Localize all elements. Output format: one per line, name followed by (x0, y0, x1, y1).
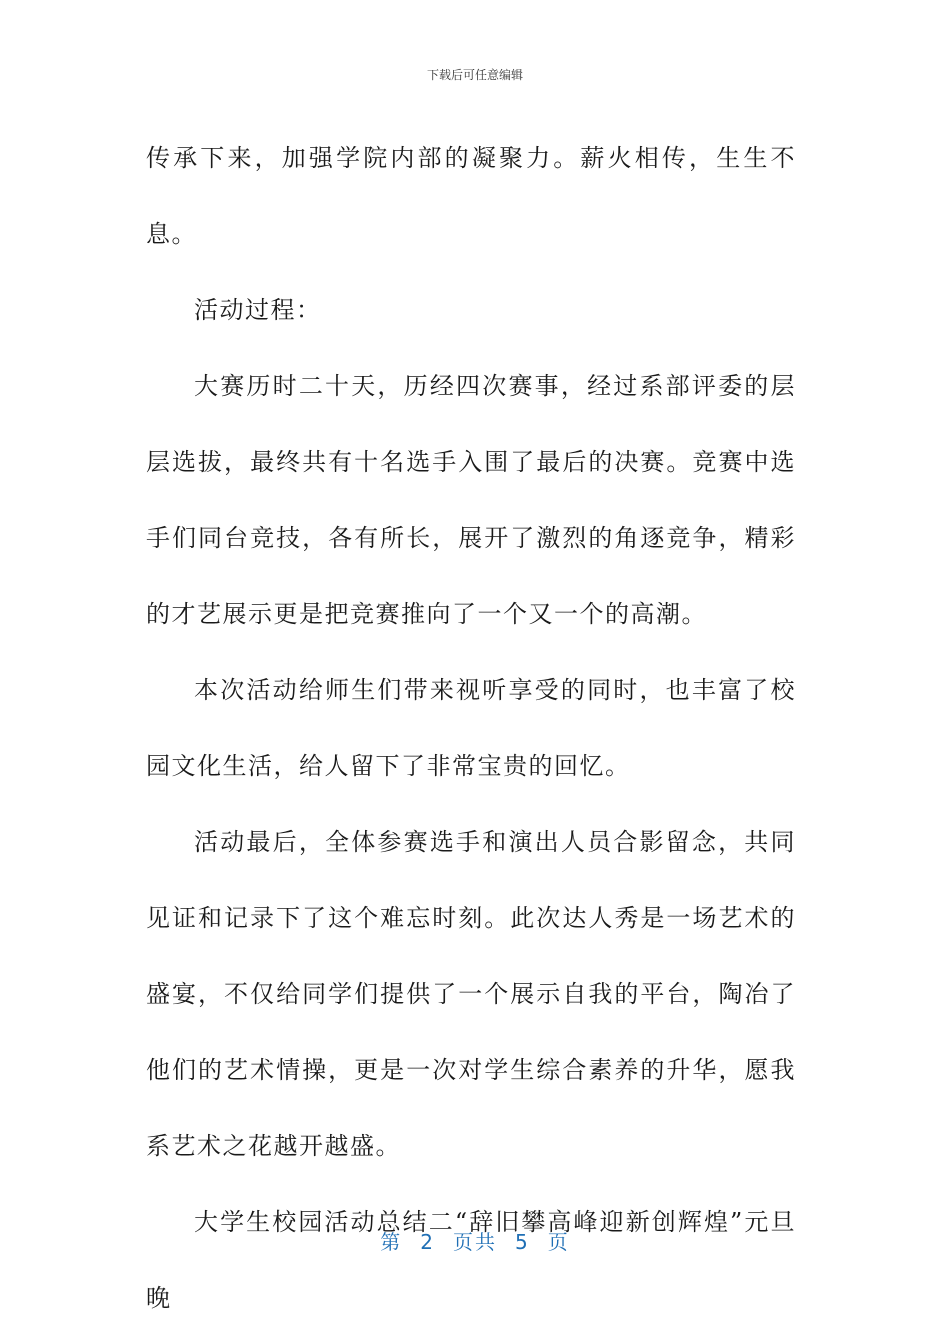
footer-prefix: 第 (380, 1230, 403, 1254)
document-body (146, 120, 796, 1336)
footer-total-pages: 5 (515, 1230, 530, 1254)
paragraph-competition: 大赛历时二十天，历经四次赛事，经过系部评委的层层选拔，最终共有十名选手入围了最后的决赛。竞赛中选手们同台竞技，各有所长，展开了激烈的角逐竞争，精彩的才艺展示更是把竞赛推向了一个又一个的高潮。 (146, 372, 796, 628)
paragraph-continuation: 传承下来，加强学院内部的凝聚力。薪火相传，生生不息。 (146, 144, 796, 248)
page-header: 下载后可任意编辑 (426, 68, 523, 82)
footer-current-page: 2 (420, 1230, 435, 1254)
paragraph-campus-life: 本次活动给师生们带来视听享受的同时，也丰富了校园文化生活，给人留下了非常宝贵的回忆。 (146, 676, 796, 780)
page-footer (0, 1226, 950, 1255)
footer-middle: 页共 (453, 1230, 497, 1254)
paragraph-closing: 活动最后，全体参赛选手和演出人员合影留念，共同见证和记录下了这个难忘时刻。此次达人秀是一场艺术的盛宴，不仅给同学们提供了一个展示自我的平台，陶冶了他们的艺术情操，更是一次对学生综合素养的升华，愿我系艺术之花越开越盛。 (146, 828, 796, 1160)
paragraph-section-heading: 活动过程： (194, 296, 322, 324)
footer-suffix: 页 (547, 1230, 570, 1254)
paragraph-summary-two: 大学生校园活动总结二“辞旧攀高峰迎新创辉煌”元旦晚 (146, 1208, 796, 1312)
